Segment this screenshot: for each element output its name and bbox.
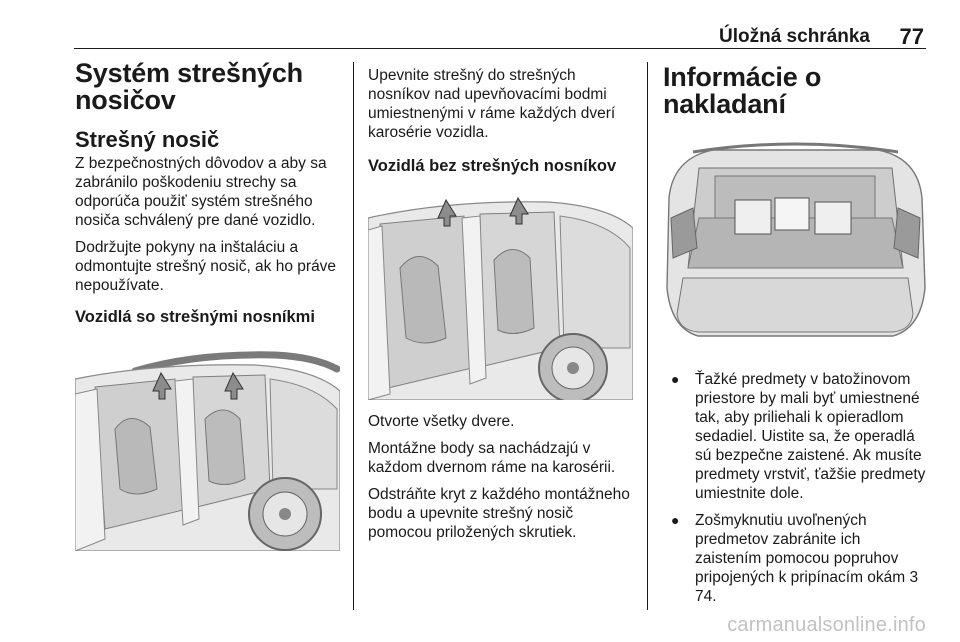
column-left [75, 60, 340, 551]
list-item [663, 511, 928, 606]
column-middle [368, 60, 633, 542]
bullet-icon: ● [671, 512, 680, 528]
column-divider [353, 62, 354, 610]
paragraph: Otvorte všetky dvere. [368, 413, 515, 430]
section-heading: Systém strešných nosičov [75, 58, 303, 115]
page-number: 77 [899, 24, 924, 49]
header-title: Úložná schránka [719, 26, 870, 47]
section-subheading: Vozidlá so strešnými nosníkmi [75, 308, 315, 326]
paragraph: Z bezpečnostných dôvodov a aby sa zabránilo poškodeniu strechy sa odporúča použiť systém strešného nosiča schválený pre dané vozidlo. [75, 155, 327, 229]
bullet-list [663, 370, 928, 606]
paragraph: Montážne body sa nachádzajú v každom dvernom ráme na karosérii. [368, 440, 616, 476]
page-header [74, 24, 926, 49]
list-item [663, 370, 928, 503]
section-heading: Informácie o nakladaní [663, 62, 822, 119]
subsection-heading: Strešný nosič [75, 127, 220, 152]
luggage-compartment-illustration [663, 138, 928, 352]
list-item-text: Ťažké predmety v batožinovom priestore by mali byť umiestnené tak, aby priliehali k opieradlom sedadiel. Uistite sa, že operadlá sú bezpečne zaistené. Ak musíte predmety vrstviť, ťažšie predmety umiestnite dole. [695, 371, 926, 502]
column-right [663, 60, 928, 606]
list-item-text: Zošmyknutiu uvoľnených predmetov zabránite ich zaistením pomocou popruhov pripojených k pripínacím okám 3 74. [695, 512, 919, 605]
paragraph: Upevnite strešný do strešných nosníkov nad upevňovacími bodmi umiestnenými v ráme každých dverí karosérie vozidla. [368, 67, 616, 141]
column-divider [647, 62, 648, 610]
no-rails-car-illustration [368, 188, 633, 400]
paragraph: Odstráňte kryt z každého montážneho bodu a upevnite strešný nosič pomocou priložených skrutiek. [368, 486, 630, 541]
roof-rails-car-illustration [75, 339, 340, 551]
bullet-icon: ● [671, 371, 680, 387]
section-subheading: Vozidlá bez strešných nosníkov [368, 157, 617, 175]
paragraph: Dodržujte pokyny na inštaláciu a odmontujte strešný nosič, ak ho práve nepoužívate. [75, 239, 337, 294]
watermark: carmanualsonline.info [727, 614, 926, 636]
